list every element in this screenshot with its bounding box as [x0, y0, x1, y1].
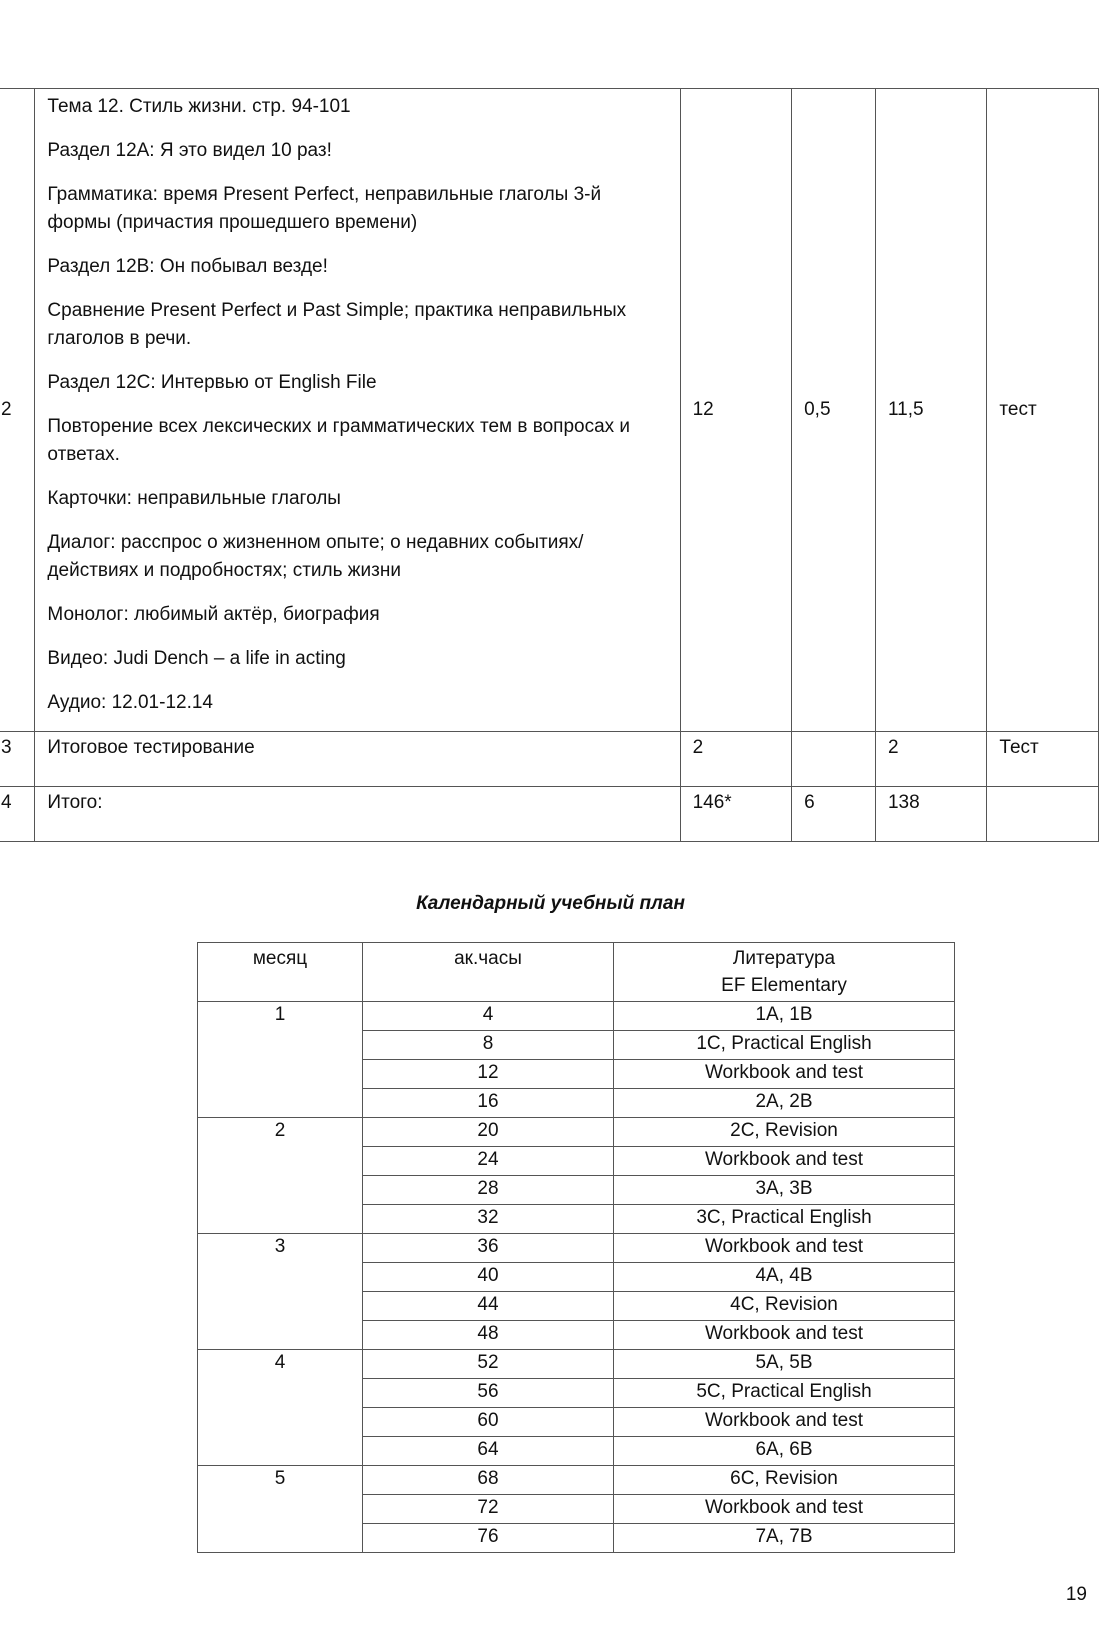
hours-cell: 76: [363, 1524, 614, 1553]
practice-hours: 2: [875, 732, 986, 787]
header-literature: [614, 943, 955, 1002]
literature-cell: 2A, 2B: [614, 1089, 955, 1118]
literature-cell: 6C, Revision: [614, 1466, 955, 1495]
practice-hours: 11,5: [875, 89, 986, 732]
hours-cell: 20: [363, 1118, 614, 1147]
topic-line: Аудио: 12.01-12.14: [47, 692, 213, 713]
header-literature-line: EF Elementary: [721, 975, 847, 996]
hours-cell: 12: [363, 1060, 614, 1089]
hours-cell: 60: [363, 1408, 614, 1437]
literature-cell: 1C, Practical English: [614, 1031, 955, 1060]
curriculum-table: [0, 88, 1099, 842]
topic-line: Диалог: расспрос о жизненном опыте; о недавних событиях/ действиях и подробностях; стиль жизни: [47, 532, 584, 581]
calendar-body: [198, 1002, 955, 1553]
topic-cell: Итого:: [35, 787, 680, 842]
theory-hours: 0,5: [792, 89, 876, 732]
hours-cell: 44: [363, 1292, 614, 1321]
hours-cell: 68: [363, 1466, 614, 1495]
literature-cell: 4A, 4B: [614, 1263, 955, 1292]
topic-line: Повторение всех лексических и грамматических тем в вопросах и ответах.: [47, 416, 631, 465]
theory-hours: 6: [792, 787, 876, 842]
practice-hours: 138: [875, 787, 986, 842]
control-form: тест: [987, 89, 1099, 732]
literature-cell: 5A, 5B: [614, 1350, 955, 1379]
row-number: 2: [0, 89, 35, 732]
hours-cell: 52: [363, 1350, 614, 1379]
hours-cell: 28: [363, 1176, 614, 1205]
total-hours: 2: [680, 732, 792, 787]
topic-cell: Итоговое тестирование: [35, 732, 680, 787]
topic-line: Раздел 12А: Я это видел 10 раз!: [47, 140, 332, 161]
hours-cell: 56: [363, 1379, 614, 1408]
topic-line: Монолог: любимый актёр, биография: [47, 604, 380, 625]
month-cell: 2: [198, 1118, 363, 1234]
hours-cell: 24: [363, 1147, 614, 1176]
literature-cell: 7A, 7B: [614, 1524, 955, 1553]
hours-cell: 16: [363, 1089, 614, 1118]
month-cell: 4: [198, 1350, 363, 1466]
literature-cell: Workbook and test: [614, 1495, 955, 1524]
table-row: [198, 1118, 955, 1147]
hours-cell: 48: [363, 1321, 614, 1350]
table-row: [0, 787, 1099, 842]
literature-cell: Workbook and test: [614, 1147, 955, 1176]
hours-cell: 72: [363, 1495, 614, 1524]
topic-line: Раздел 12В: Он побывал везде!: [47, 256, 328, 277]
literature-cell: 6A, 6B: [614, 1437, 955, 1466]
literature-cell: Workbook and test: [614, 1234, 955, 1263]
literature-cell: 4C, Revision: [614, 1292, 955, 1321]
total-hours: 146*: [680, 787, 792, 842]
table-row: [198, 1002, 955, 1031]
month-cell: 1: [198, 1002, 363, 1118]
hours-cell: 64: [363, 1437, 614, 1466]
literature-cell: 3C, Practical English: [614, 1205, 955, 1234]
literature-cell: Workbook and test: [614, 1408, 955, 1437]
table-row: [198, 1350, 955, 1379]
row-number: 4: [0, 787, 35, 842]
topic-line: Грамматика: время Present Perfect, неправильные глаголы 3-й формы (причастия прошедшего времени): [47, 184, 602, 233]
table-header-row: [198, 943, 955, 1002]
hours-cell: 40: [363, 1263, 614, 1292]
table-row: [198, 1234, 955, 1263]
table-row: [198, 1466, 955, 1495]
theory-hours: [792, 732, 876, 787]
literature-cell: Workbook and test: [614, 1321, 955, 1350]
calendar-table: [197, 942, 955, 1553]
topic-cell: [35, 89, 680, 732]
control-form: Тест: [987, 732, 1099, 787]
literature-cell: 2C, Revision: [614, 1118, 955, 1147]
calendar-plan-title: Календарный учебный план: [416, 893, 685, 914]
literature-cell: Workbook and test: [614, 1060, 955, 1089]
literature-cell: 5C, Practical English: [614, 1379, 955, 1408]
month-cell: 5: [198, 1466, 363, 1553]
hours-cell: 8: [363, 1031, 614, 1060]
table-row: [0, 89, 1099, 732]
topic-line: Раздел 12С: Интервью от English File: [47, 372, 377, 393]
topic-line: Видео: Judi Dench – a life in acting: [47, 648, 346, 669]
header-month: месяц: [198, 943, 363, 1002]
topic-line: Тема 12. Стиль жизни. стр. 94-101: [47, 96, 351, 117]
month-cell: 3: [198, 1234, 363, 1350]
row-number: 3: [0, 732, 35, 787]
literature-cell: 3A, 3B: [614, 1176, 955, 1205]
table-row: [0, 732, 1099, 787]
literature-cell: 1A, 1B: [614, 1002, 955, 1031]
header-literature-line: Литература: [732, 948, 836, 969]
control-form: [987, 787, 1099, 842]
total-hours: 12: [680, 89, 792, 732]
page-number: 19: [1065, 1584, 1087, 1605]
hours-cell: 4: [363, 1002, 614, 1031]
topic-line: Карточки: неправильные глаголы: [47, 488, 341, 509]
hours-cell: 32: [363, 1205, 614, 1234]
topic-line: Сравнение Present Perfect и Past Simple; практика неправильных глаголов в речи.: [47, 300, 627, 349]
hours-cell: 36: [363, 1234, 614, 1263]
header-hours: ак.часы: [363, 943, 614, 1002]
